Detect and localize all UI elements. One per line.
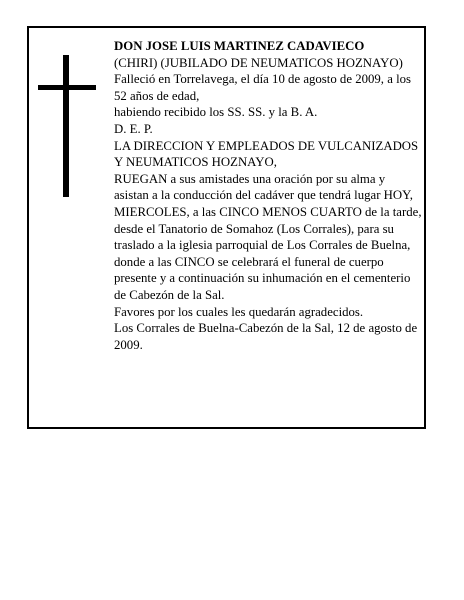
cross-vertical-bar [63,55,69,197]
deceased-name: DON JOSE LUIS MARTINEZ CADAVIECO [114,39,365,53]
rip-line: D. E. P. [114,121,153,136]
deceased-alias: (CHIRI) (JUBILADO DE NEUMATICOS HOZNAYO) [114,55,403,70]
cross-icon [38,55,96,197]
cross-horizontal-bar [38,85,96,90]
thanks-line: Favores por los cuales les quedarán agradecidos. [114,304,364,319]
place-date-line: Los Corrales de Buelna-Cabezón de la Sal, 12 de agosto de 2009. [114,321,418,352]
sacraments-statement: habiendo recibido los SS. SS. y la B. A. [114,105,318,120]
company-line: LA DIRECCION Y EMPLEADOS DE VULCANIZADOS Y NEUMATICOS HOZNAYO, [114,138,419,170]
obituary-text [114,38,422,353]
death-statement: Falleció en Torrelavega, el día 10 de agosto de 2009, a los 52 años de edad, [114,72,412,103]
ceremony-details: RUEGAN a sus amistades una oración por su alma y asistan a la conducción del cadáver que tendrá lugar HOY, MIERCOLES, a las CINCO MENOS CUARTO de la tarde, desde el Tanatorio de Somahoz (Los Corrales), para su traslado a la iglesia parroquial de Los Corrales de Buelna, donde a las CINCO se celebrará el funeral de cuerpo presente y a continuación su inhumación en el cementerio de Cabezón de la Sal. [114,171,422,302]
